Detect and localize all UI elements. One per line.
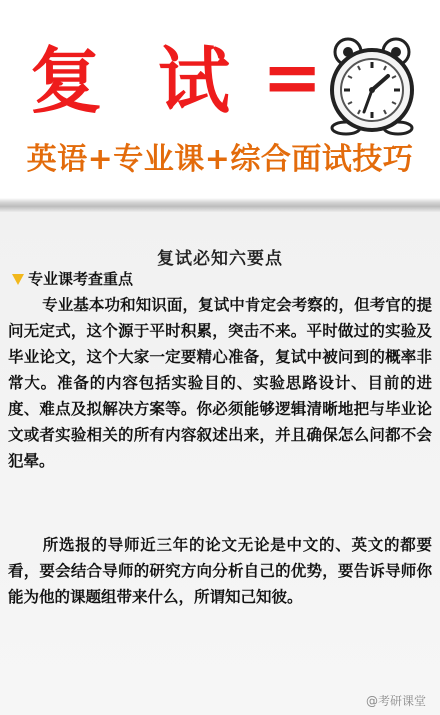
watermark: @考研课堂 (365, 694, 426, 708)
article-title: 复试必知六要点 (157, 249, 283, 269)
header (0, 0, 440, 200)
paragraph-2-text: 所选报的导师近三年的论文无论是中文的、英文的都要看，要会结合导师的研究方向分析自己的优势，要告诉导师你能为他的课题组带来什么，所谓知己知彼。 (8, 536, 432, 606)
subheading (12, 268, 133, 289)
equals-sign: = (262, 35, 323, 119)
paragraph-1-text: 专业基本功和知识面，复试中肯定会考察的，但考官的提问无定式，这个源于平时积累，突击不来。平时做过的实验及毕业论文，这个大家一定要精心准备，复试中被问到的概率非常大。准备的内容包括实验目的、实验思路设计、目前的进度、难点及拟解决方案等。你必须能够逻辑清晰地把与毕业论文或者实验相关的所有内容叙述出来，并且确保怎么问都不会犯晕。 (8, 296, 432, 470)
subtitle: 英语+专业课+综合面试技巧 (26, 142, 414, 177)
subheading-text: 专业课考查重点 (28, 270, 134, 288)
paragraph-2 (8, 532, 432, 610)
title-char-shi: 试 (158, 39, 231, 123)
divider (0, 198, 440, 212)
triangle-bullet-icon (12, 274, 24, 285)
paragraph-1 (8, 292, 432, 474)
title-char-fu: 复 (30, 39, 103, 123)
frog-clock-icon (318, 36, 426, 136)
article-panel (0, 212, 440, 715)
